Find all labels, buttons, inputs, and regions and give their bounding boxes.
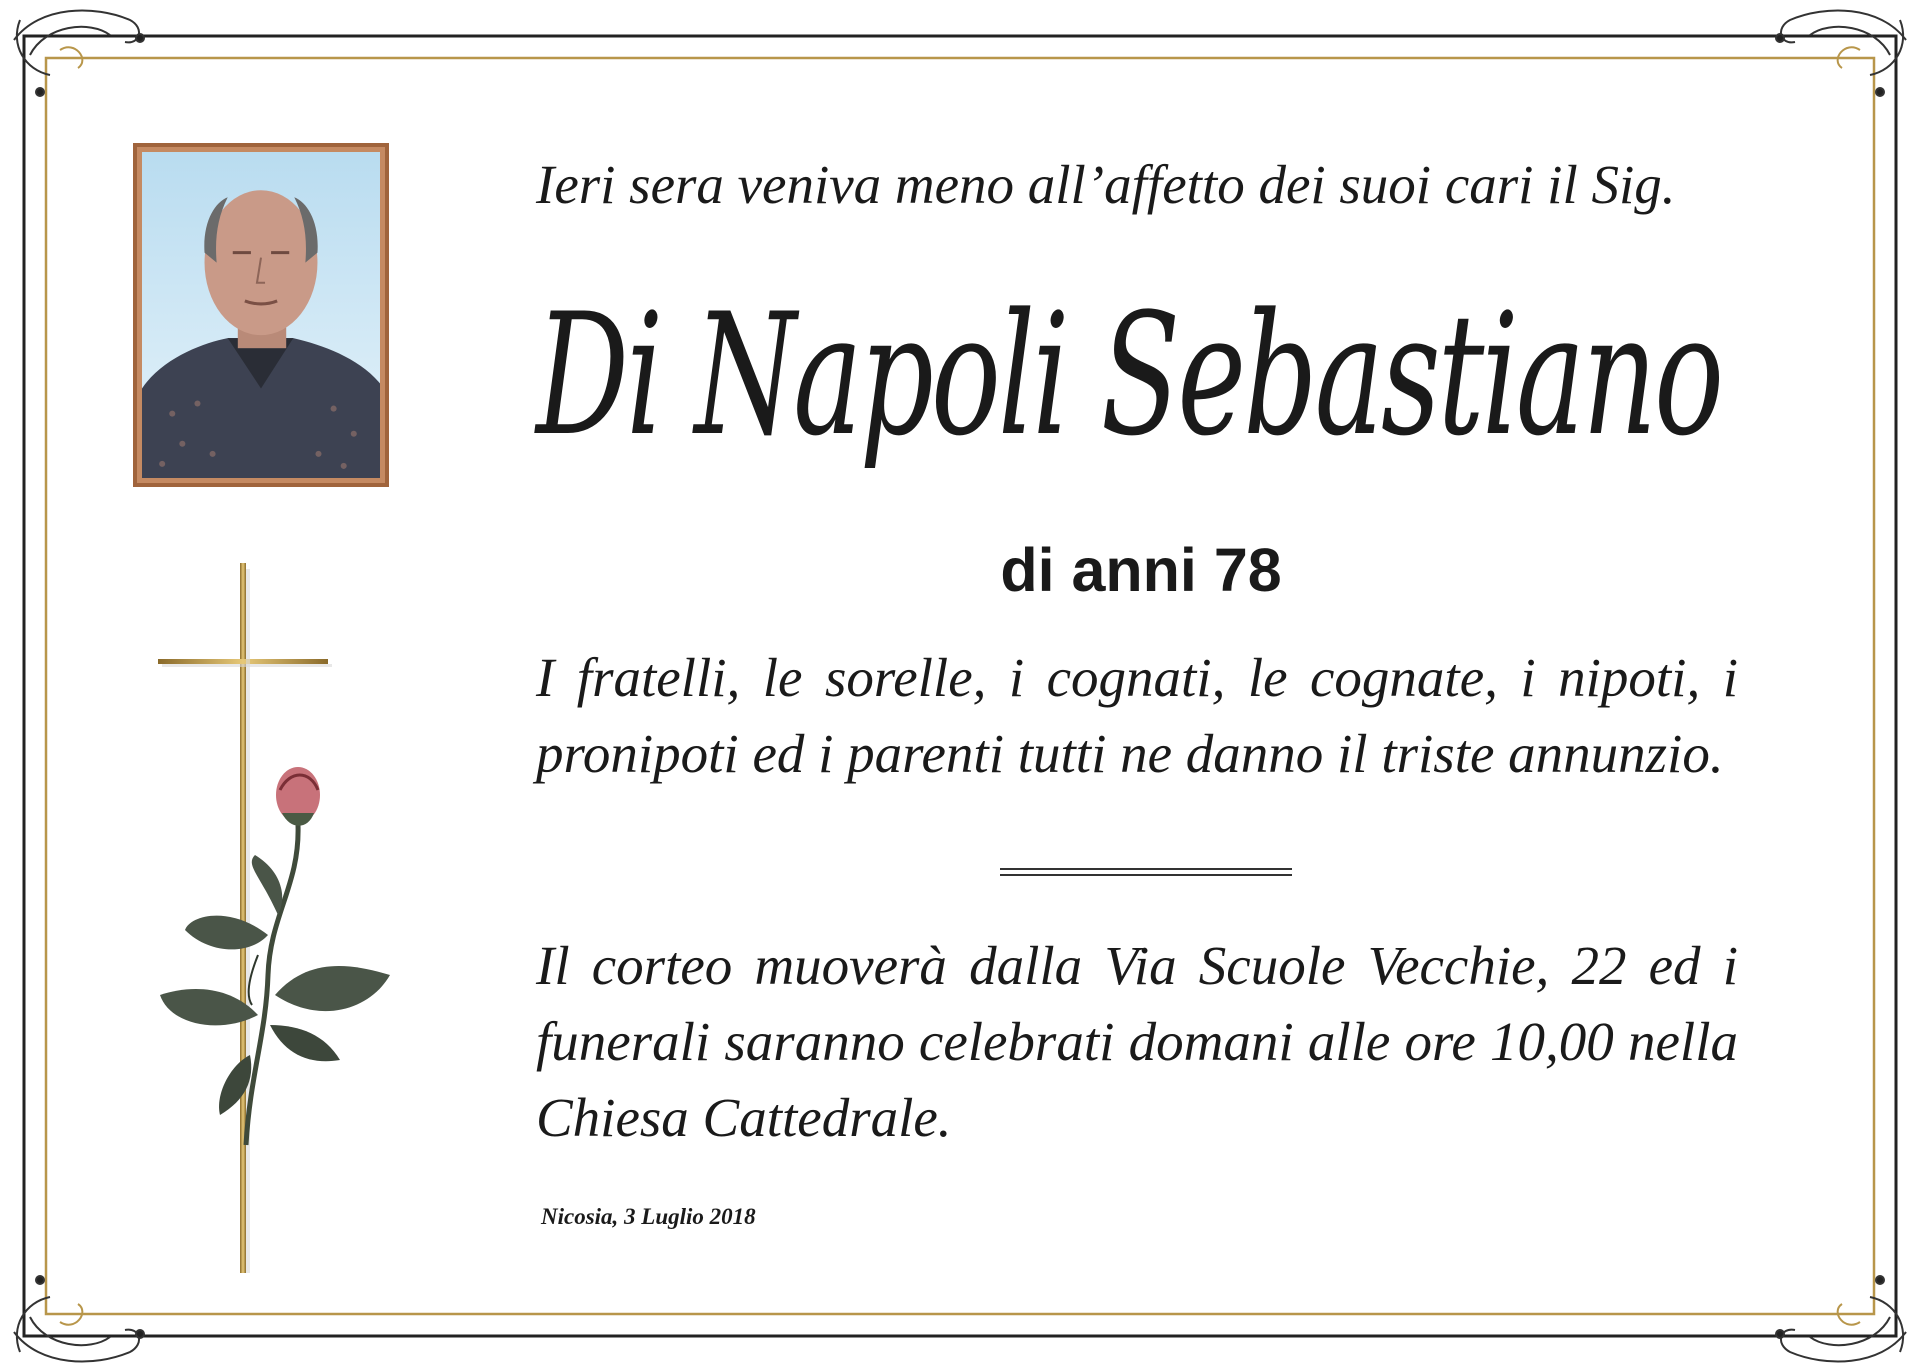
gold-cross-icon — [158, 563, 332, 1273]
funeral-info: Il corteo muoverà dalla Via Scuole Vecchie, 22 ed i funerali saranno celebrati domani alle ore 10,00 nella Chiesa Cattedrale. — [536, 935, 1738, 1148]
corner-ornament-bottom-left — [14, 1276, 144, 1362]
portrait-photo — [133, 143, 389, 487]
place-date: Nicosia, 3 Luglio 2018 — [541, 1204, 756, 1229]
deceased-name: Di Napoli Sebastiano — [536, 277, 1722, 473]
portrait-image — [142, 152, 380, 478]
intro-text: Ieri sera veniva meno all’affetto dei suoi cari il Sig. — [536, 154, 1676, 215]
cross-and-rose — [150, 555, 400, 1275]
corner-ornament-bottom-right — [1776, 1276, 1906, 1362]
family-announcement: I fratelli, le sorelle, i cognati, le cognate, i nipoti, i pronipoti ed i parenti tutti ne danno il triste annunzio. — [536, 647, 1738, 784]
corner-ornament-top-left — [14, 10, 144, 96]
rose-icon — [160, 767, 390, 1145]
age-text: di anni 78 — [1000, 536, 1282, 604]
corner-ornament-top-right — [1776, 10, 1906, 96]
divider-line — [1000, 868, 1292, 876]
